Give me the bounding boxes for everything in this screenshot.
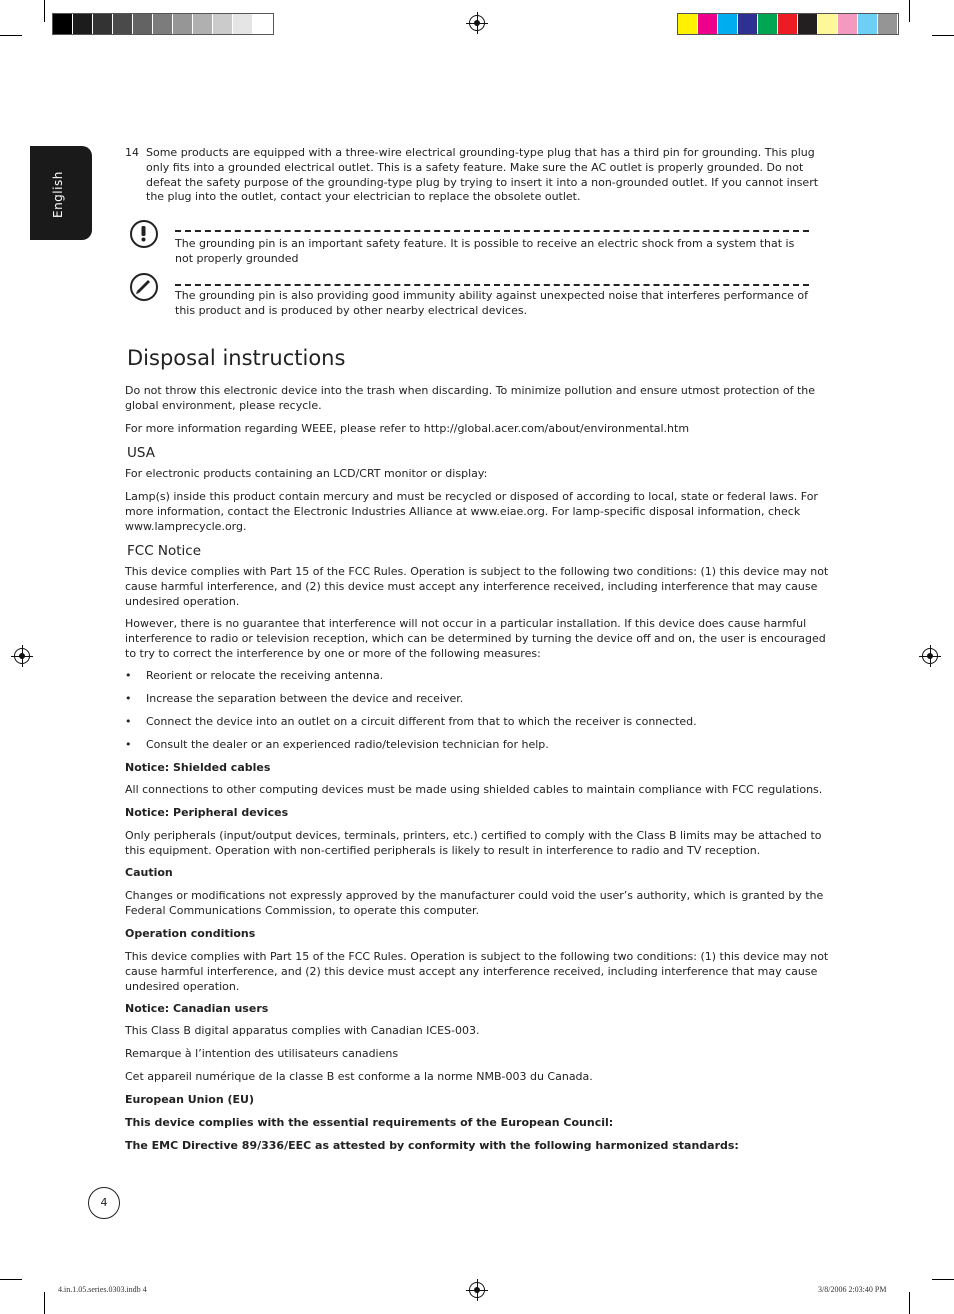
gray-swatch [153, 14, 173, 34]
paragraph: Cet appareil numérique de la classe B est conforme a la norme NMB-003 du Canada. [125, 1070, 593, 1083]
color-swatch [858, 14, 878, 34]
subheading: Notice: Canadian users [125, 1002, 269, 1015]
weee-paragraph: For more information regarding WEEE, please refer to http://global.acer.com/about/environmental.htm [125, 422, 690, 435]
color-swatch [778, 14, 798, 34]
paragraph: Remarque à l’intention des utilisateurs canadiens [125, 1047, 399, 1060]
color-swatch [758, 14, 778, 34]
subheading: Notice: Peripheral devices [125, 806, 289, 819]
registration-mark-icon [469, 15, 485, 31]
language-tab-label: English [51, 171, 65, 218]
registration-mark-icon [922, 648, 938, 664]
grayscale-bar [52, 13, 274, 35]
gray-swatch [93, 14, 113, 34]
gray-swatch [133, 14, 153, 34]
crop-mark [44, 0, 45, 22]
color-swatch [878, 14, 898, 34]
paragraph: This device complies with Part 15 of the FCC Rules. Operation is subject to the following two conditions: (1) this device may not cause harmful interference, and (2) this device must accept any interference received, including interference that may cause undesired operation. [125, 950, 829, 993]
color-bar [677, 13, 899, 35]
paragraph: This Class B digital apparatus complies with Canadian ICES-003. [125, 1024, 480, 1037]
fcc-heading: FCC Notice [127, 543, 202, 559]
subheading: Caution [125, 866, 173, 879]
registration-mark-icon [469, 1282, 485, 1298]
language-tab [30, 146, 92, 240]
crop-mark [0, 35, 22, 36]
gray-swatch [73, 14, 93, 34]
usa-heading: USA [127, 445, 155, 461]
registration-mark-icon [14, 648, 30, 664]
slug-filename: 4.in.1.05.series.0303.indb 4 [58, 1285, 147, 1294]
subheading: Operation conditions [125, 927, 256, 940]
crop-mark [0, 1279, 22, 1280]
item-14-text: Some products are equipped with a three-wire electrical grounding-type plug that has a third pin for grounding. This plug only fits into a grounded electrical outlet. This is a safety feature. Make sure the AC outlet is properly grounded. Do not defeat the safety purpose of the grounding-type plug by trying to insert it into a non-grounded outlet. If you cannot insert the plug into the outlet, contact your electrician to replace the obsolete outlet. [146, 146, 819, 204]
bullet-icon: • [125, 692, 132, 705]
warning-icon [130, 220, 158, 248]
crop-mark [44, 1292, 45, 1314]
paragraph: Only peripherals (input/output devices, terminals, printers, etc.) certified to comply with the Class B limits may be attached to this equipment. Operation with non-certified peripherals is likely to result in interference to radio and TV reception. [125, 829, 822, 857]
bullet-icon: • [125, 669, 132, 682]
gray-swatch [233, 14, 253, 34]
list-item-text: Increase the separation between the device and receiver. [146, 692, 464, 705]
list-item-text: Connect the device into an outlet on a circuit different from that to which the receiver is connected. [146, 715, 697, 728]
fcc-paragraph: This device complies with Part 15 of the FCC Rules. Operation is subject to the following two conditions: (1) this device may not cause harmful interference, and (2) this device must accept any interference received, including interference that may cause undesired operation. [125, 565, 829, 608]
list-item-text: Consult the dealer or an experienced radio/television technician for help. [146, 738, 549, 751]
bullet-icon: • [125, 738, 132, 751]
color-swatch [838, 14, 858, 34]
page-number: 4 [88, 1187, 120, 1219]
paragraph: Changes or modifications not expressly approved by the manufacturer could void the user’s authority, which is granted by the Federal Communications Commission, to operate this computer. [125, 889, 824, 917]
note-divider [175, 230, 809, 232]
color-swatch [698, 14, 718, 34]
gray-swatch [53, 14, 73, 34]
note-icon [130, 273, 158, 301]
color-swatch [738, 14, 758, 34]
gray-swatch [193, 14, 213, 34]
lamp-paragraph: Lamp(s) inside this product contain mercury and must be recycled or disposed of according to local, state or federal laws. For more information, contact the Electronic Industries Alliance at www.eiae.org. For lamp-specific disposal information, check www.lamprecycle.org. [125, 490, 818, 533]
item-number: 14 [125, 146, 139, 159]
subheading: European Union (EU) [125, 1093, 254, 1106]
warning-note-text: The grounding pin is an important safety feature. It is possible to receive an electric shock from a system that is not properly grounded [175, 237, 795, 265]
gray-swatch [113, 14, 133, 34]
list-item-text: Reorient or relocate the receiving antenna. [146, 669, 384, 682]
color-swatch [678, 14, 698, 34]
crop-mark [932, 35, 954, 36]
crop-mark [932, 1279, 954, 1280]
slug-timestamp: 3/8/2006 2:03:40 PM [818, 1285, 887, 1294]
gray-swatch [213, 14, 233, 34]
gray-swatch [253, 14, 273, 34]
crop-mark [909, 1292, 910, 1314]
subheading: This device complies with the essential requirements of the European Council: [125, 1116, 614, 1129]
usa-paragraph: For electronic products containing an LCD/CRT monitor or display: [125, 467, 488, 480]
crop-mark [909, 0, 910, 22]
section-title: Disposal instructions [127, 346, 346, 370]
color-swatch [818, 14, 838, 34]
color-swatch [718, 14, 738, 34]
info-note-text: The grounding pin is also providing good immunity ability against unexpected noise that interferes performance of this product and is produced by other nearby electrical devices. [175, 289, 809, 317]
bullet-icon: • [125, 715, 132, 728]
color-swatch [798, 14, 818, 34]
subheading: The EMC Directive 89/336/EEC as attested by conformity with the following harmonized standards: [125, 1139, 739, 1152]
paragraph: All connections to other computing devices must be made using shielded cables to maintain compliance with FCC regulations. [125, 783, 823, 796]
disposal-paragraph: Do not throw this electronic device into the trash when discarding. To minimize pollution and ensure utmost protection of the global environment, please recycle. [125, 384, 816, 412]
gray-swatch [173, 14, 193, 34]
fcc-paragraph: However, there is no guarantee that interference will not occur in a particular installation. If this device does cause harmful interference to radio or television reception, which can be determined by turning the device off and on, the user is encouraged to try to correct the interference by one or more of the following measures: [125, 617, 826, 660]
note-divider [175, 284, 809, 286]
subheading: Notice: Shielded cables [125, 761, 271, 774]
